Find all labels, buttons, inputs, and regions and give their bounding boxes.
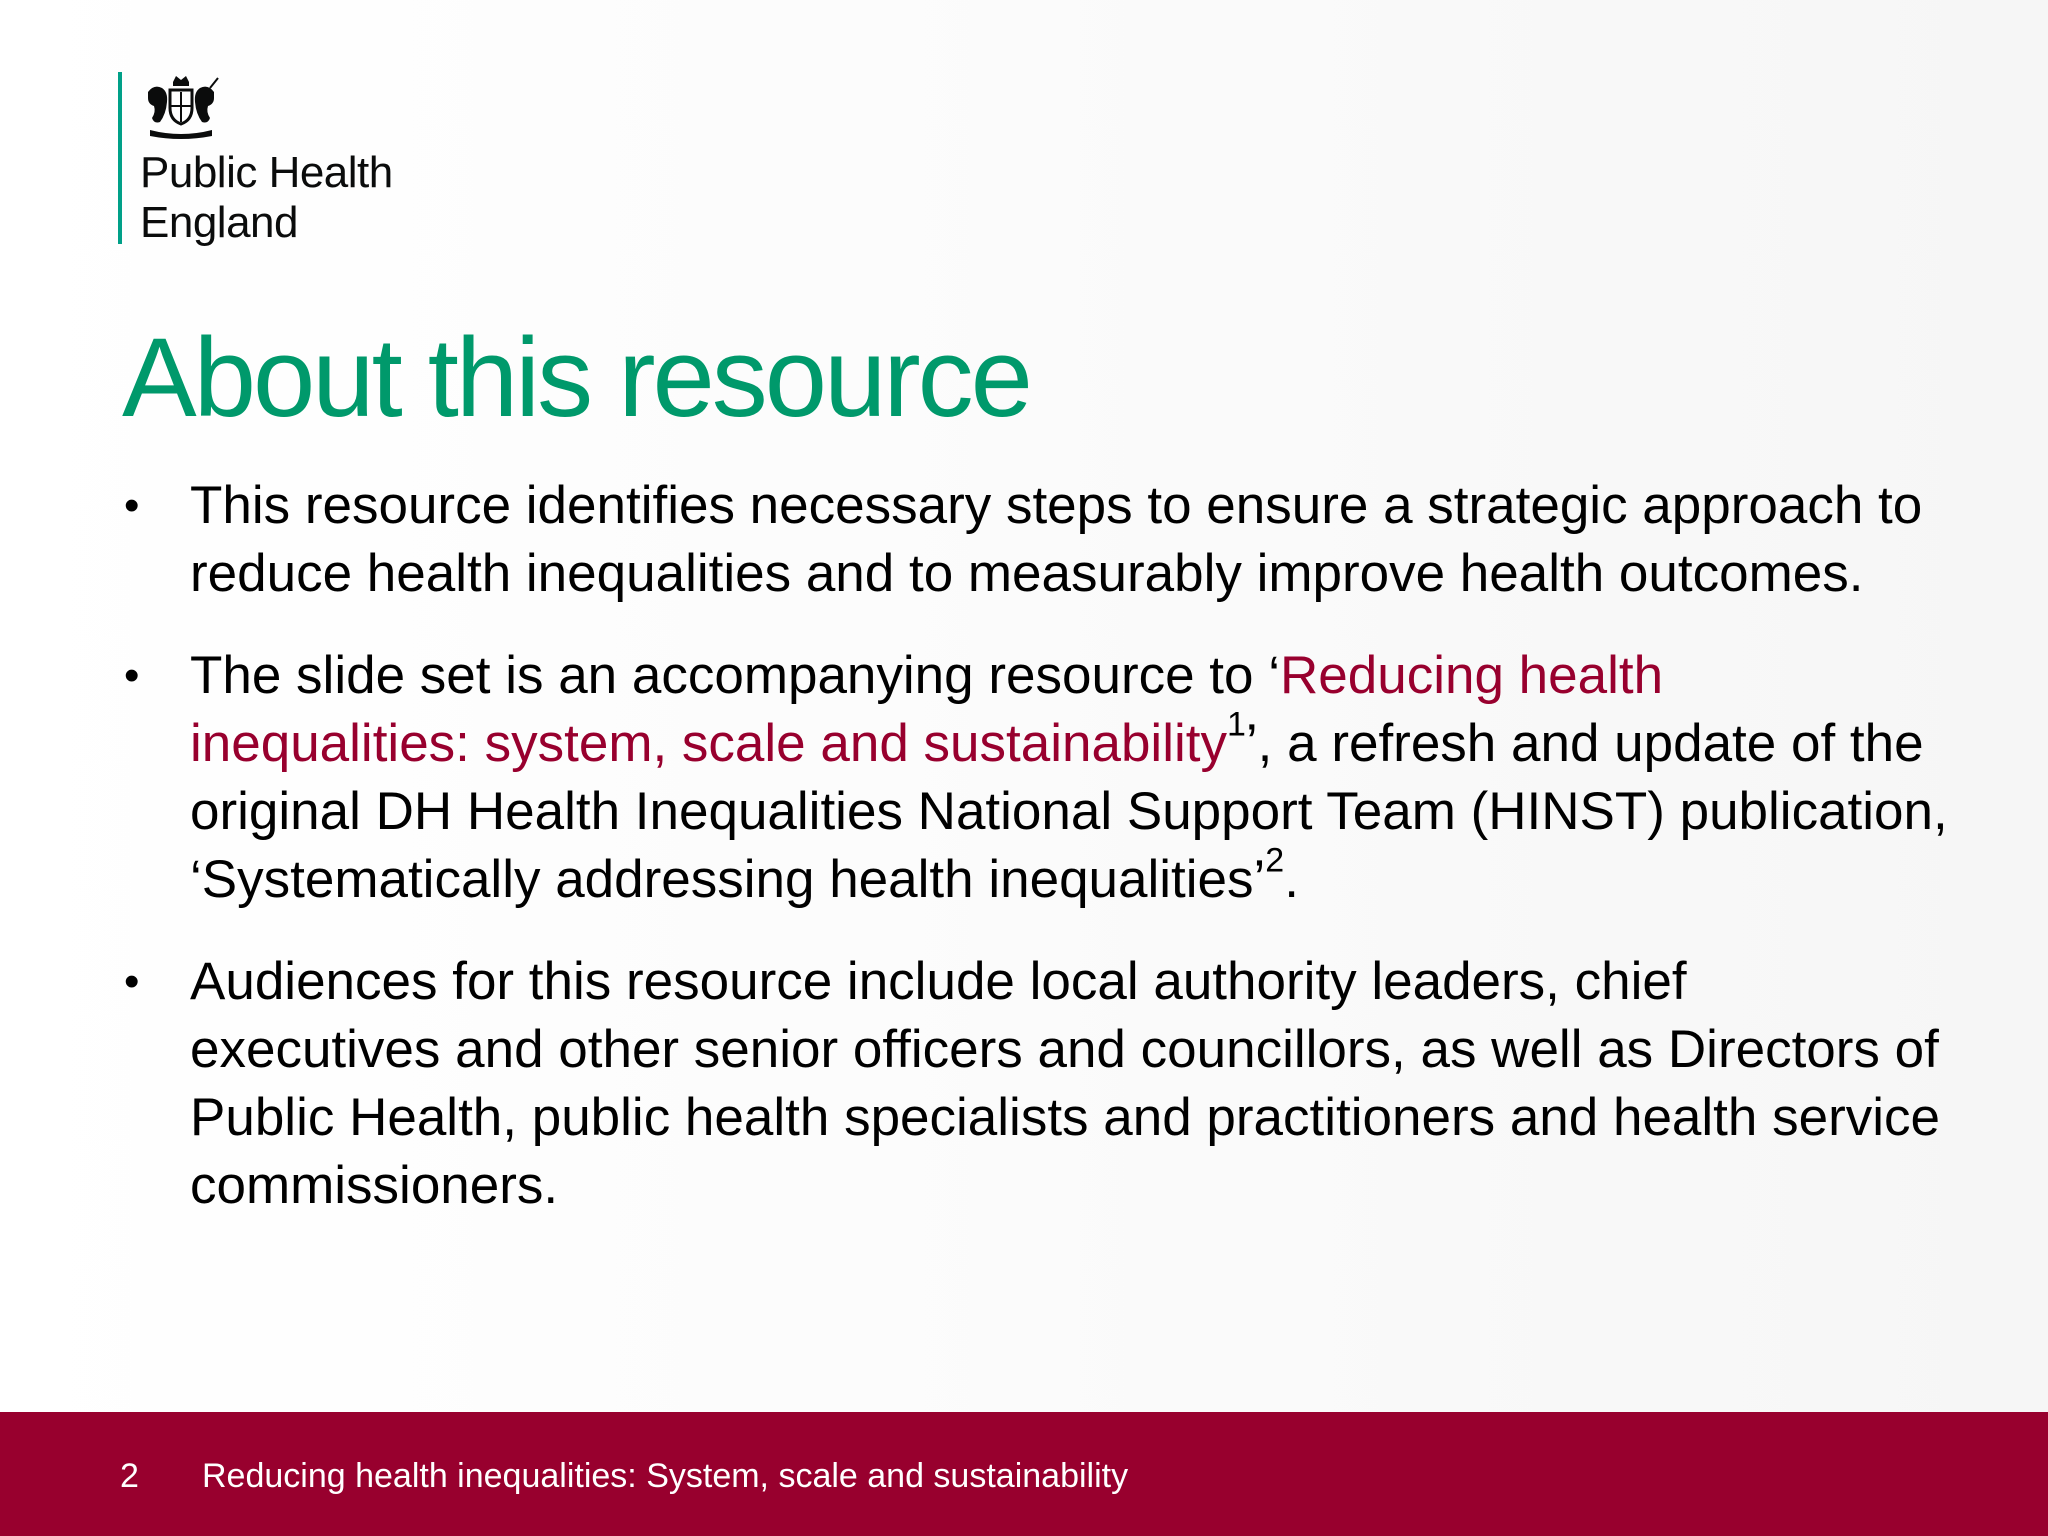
footnote-ref-2: 2 (1265, 841, 1285, 880)
bullet-text-after: . (1284, 850, 1299, 909)
bullet-item (120, 642, 1950, 914)
bullet-text-before: The slide set is an accompanying resource to ‘ (190, 646, 1280, 705)
bullet-item (120, 948, 1950, 1220)
logo-text-line2: England (140, 198, 298, 247)
bullet-marker: • (124, 651, 140, 700)
bullet-marker: • (124, 481, 140, 530)
footer-title: Reducing health inequalities: System, scale and sustainability (202, 1457, 1129, 1495)
royal-coat-of-arms-icon (140, 72, 222, 142)
bullet-marker: • (124, 957, 140, 1006)
footnote-ref-1: 1 (1226, 705, 1246, 744)
bullet-text-middle: ’, a refresh and update of the original DH Health Inequalities National Support Team (HINST) publication, ‘Systematically addressing health inequalities’ (190, 714, 1948, 909)
bullet-text: Audiences for this resource include local authority leaders, chief executives and other senior officers and councillors, as well as Directors of Public Health, public health specialists and practitioners and health service commissioners. (190, 952, 1940, 1215)
bullet-list (120, 472, 1950, 1254)
logo-text-line1: Public Health (140, 148, 393, 197)
bullet-text: This resource identifies necessary steps to ensure a strategic approach to reduce health inequalities and to measurably improve health outcomes. (190, 476, 1923, 603)
page-number: 2 (120, 1457, 139, 1495)
slide-title: About this resource (122, 315, 1030, 440)
bullet-item (120, 472, 1950, 608)
publication-link[interactable]: Reducing health inequalities: system, scale and sustainability (190, 646, 1664, 773)
phe-logo (118, 72, 393, 247)
slide-footer (0, 1412, 2048, 1536)
